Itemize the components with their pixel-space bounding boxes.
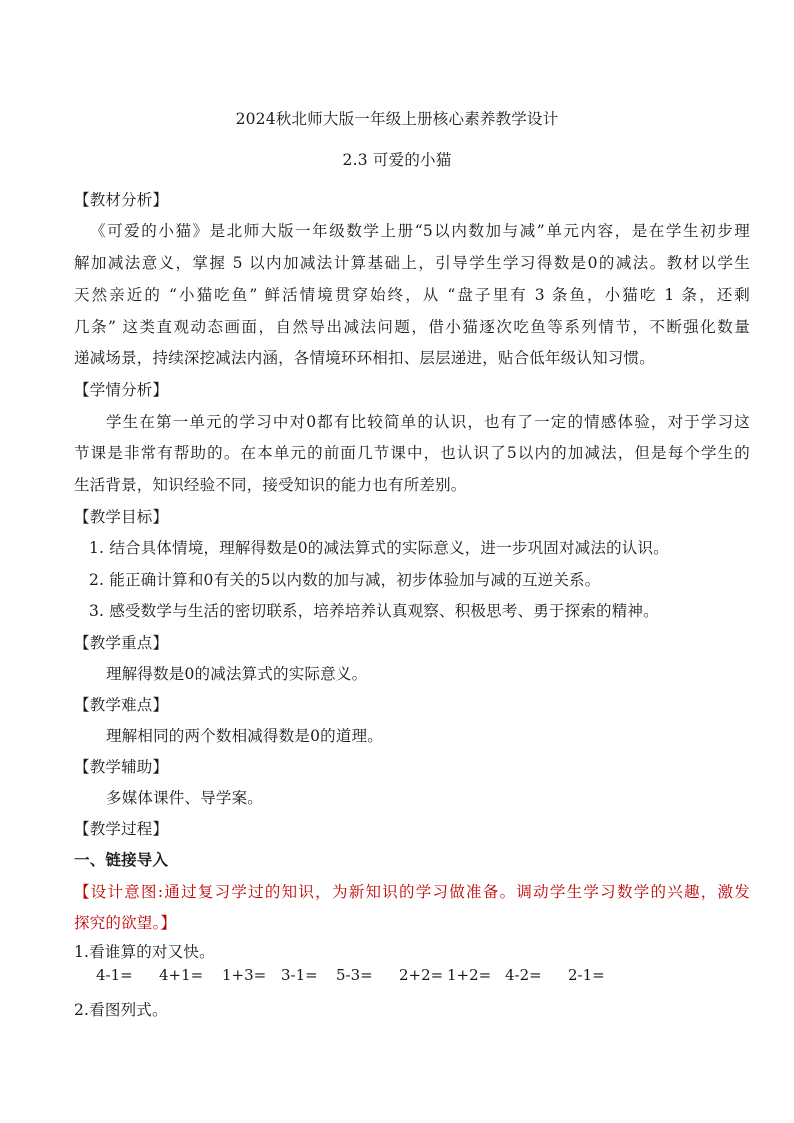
students-line-1: 学生在第一单元的学习中对0都有比较简单的认识，也有了一定的情感体验，对于学习这 — [106, 413, 750, 431]
design-intent-line-1: 【设计意图:通过复习学过的知识，为新知识的学习做准备。调动学生学习数学的兴趣，激发 — [74, 883, 750, 901]
students-line-3: 生活背景，知识经验不同，接受知识的能力也有所差别。 — [74, 476, 467, 494]
analysis-heading: 【教材分析】 — [74, 191, 169, 209]
calc-item: 2-1= — [568, 966, 605, 984]
goal-item-3: 3. 感受数学与生活的密切联系，培养培养认真观察、积极思考、勇于探索的精神。 — [89, 602, 659, 620]
aids-heading: 【教学辅助】 — [74, 758, 169, 776]
analysis-line-4: 几条” 这类直观动态画面，自然导出减法问题，借小猫逐次吃鱼等系列情节，不断强化数量 — [74, 318, 750, 336]
calc-item: 4+1= — [159, 966, 204, 984]
calculation-row — [0, 966, 794, 988]
difficulty-text: 理解相同的两个数相减得数是0的道理。 — [106, 727, 383, 745]
key-point-text: 理解得数是0的减法算式的实际意义。 — [106, 665, 368, 683]
goals-heading: 【教学目标】 — [74, 508, 169, 526]
process-heading: 【教学过程】 — [74, 820, 169, 838]
calc-item: 3-1= — [281, 966, 318, 984]
students-heading: 【学情分析】 — [74, 381, 169, 399]
analysis-line-5: 递减场景，持续深挖减法内涵，各情境环环相扣、层层递进，贴合低年级认知习惯。 — [74, 349, 655, 367]
calc-item: 5-3= — [336, 966, 373, 984]
goal-item-2: 2. 能正确计算和0有关的5以内数的加与减，初步体验加与减的互逆关系。 — [89, 571, 601, 589]
difficulty-heading: 【教学难点】 — [74, 696, 169, 714]
calc-item: 1+3= — [222, 966, 267, 984]
design-intent-line-2: 探究的欲望。】 — [74, 914, 177, 932]
key-point-heading: 【教学重点】 — [74, 634, 169, 652]
document-title: 2024秋北师大版一年级上册核心素养教学设计 — [235, 110, 559, 128]
calc-item: 1+2= — [447, 966, 492, 984]
calc-item: 4-2= — [505, 966, 542, 984]
calc-item: 4-1= — [96, 966, 133, 984]
analysis-line-1: 《可爱的小猫》是北师大版一年级数学上册“5以内数加与减”单元内容，是在学生初步理 — [90, 222, 750, 240]
task-1-text: 1.看谁算的对又快。 — [74, 943, 215, 961]
analysis-line-2: 解加减法意义，掌握 5 以内加减法计算基础上，引导学生学习得数是0的减法。教材以学生 — [74, 254, 750, 272]
calc-item: 2+2= — [399, 966, 444, 984]
lesson-title: 2.3 可爱的小猫 — [342, 151, 452, 169]
students-line-2: 节课是非常有帮助的。在本单元的前面几节课中，也认识了5以内的加减法，但是每个学生的 — [74, 444, 750, 462]
aids-text: 多媒体课件、导学案。 — [106, 789, 264, 807]
section-1-title: 一、链接导入 — [74, 850, 169, 869]
analysis-line-3: 天然亲近的 “小猫吃鱼” 鲜活情境贯穿始终，从 “盘子里有 3 条鱼，小猫吃 1 条，还剩 — [74, 286, 750, 304]
goal-item-1: 1. 结合具体情境，理解得数是0的减法算式的实际意义，进一步巩固对减法的认识。 — [89, 539, 669, 557]
task-2-text: 2.看图列式。 — [74, 1001, 168, 1019]
